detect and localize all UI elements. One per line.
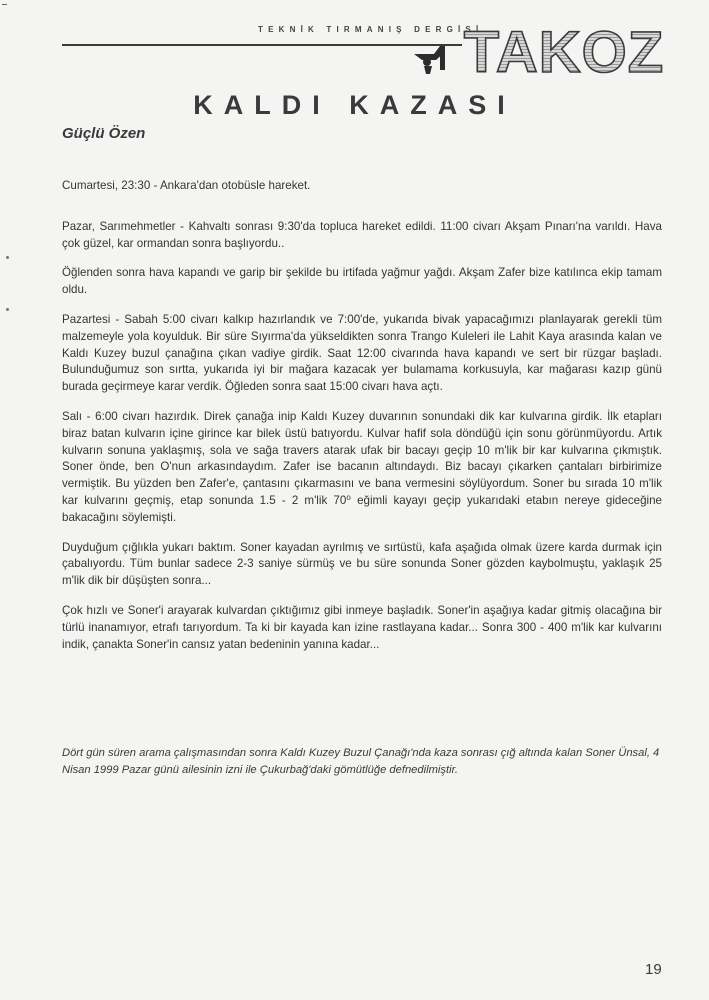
paragraph: Cumartesi, 23:30 - Ankara'dan otobüsle hareket.	[62, 179, 311, 192]
scan-speck	[6, 308, 9, 311]
article-epilogue: Dört gün süren arama çalışmasından sonra Kaldı Kuzey Buzul Çanağı'nda kaza sonrası çığ altında kalan Soner Ünsal, 4 Nisan 1999 Pazar günü ailesinin izni ile Çukurbağ'daki gömütlüğe defnedilmiştir.	[62, 747, 660, 776]
paragraph: Pazar, Sarımehmetler - Kahvaltı sonrası 9:30'da topluca hareket edildi. 11:00 civarı Akşam Pınarı'na varıldı. Hava çok güzel, kar ormandan sonra başlıyordu..	[62, 219, 662, 250]
page-number: 19	[645, 961, 662, 978]
article-body	[62, 178, 662, 653]
article-author: Güçlü Özen	[62, 125, 146, 142]
takoz-logo-graphic	[410, 16, 665, 78]
logo-text: TAKOZ	[463, 20, 665, 78]
article-title: KALDI KAZASI	[193, 90, 516, 120]
header-rule	[62, 44, 462, 46]
paragraph: Salı - 6:00 civarı hazırdık. Direk çanağa inip Kaldı Kuzey duvarının sonundaki dik kar kulvarına girdik. İlk etapları biraz batan kulvarın içine girince kar bilek üstü batıyordu. Kulvar hafif sola döndüğü için sonu görünmüyordu. Artık kulvarın sonuna yaklaşmış, sola ve sağa travers atarak ufak bir bacayı geçip 10 m'lik bir kar kulvarına çıkmıştık. Soner önde, ben O'nun arkasındaydım. Zafer ise bacanın altındaydı. Biz bacayı çıkarken çantaları birbirimize vermiştik. Bu yüzden ben Zafer'e, çantasını çıkarmasını ve bana vermesini söylüyordum. Soner bu sırada 10 m'lik kar kulvarını geçmiş, etap sonunda 1.5 - 2 m'lik 70⁰ eğimli kayayı geçip yukarıdaki etabın nereye gideceğine bakacağını söylemişti.	[62, 409, 662, 524]
climber-icon	[414, 46, 445, 74]
scan-speck	[6, 256, 9, 259]
paragraph: Duyduğum çığlıkla yukarı baktım. Soner kayadan ayrılmış ve sırtüstü, kafa aşağıda olmak üzere karda durmak için çabalıyordu. Tüm bunlar sadece 2-3 saniye sürmüş ve bu süre sonunda Soner gözden kaybolmuştu, yaklaşık 25 m'lik dik bir düşüşten sonra...	[62, 540, 662, 588]
paragraph: Çok hızlı ve Soner'i arayarak kulvardan çıktığımız gibi inmeye başladık. Soner'in aşağıya kadar gitmiş olacağına bir türlü inanamıyor, etrafı tarıyordum. Ta ki bir kayada kan izine rastlayana kadar... Sonra 300 - 400 m'lik kar kulvarını indik, çanakta Soner'in cansız yatan bedeninin yanına kadar...	[62, 603, 662, 651]
magazine-name: TEKNİK TIRMANIŞ DERGİSİ	[258, 25, 484, 34]
scan-corner-mark	[2, 4, 7, 5]
paragraph: Öğlenden sonra hava kapandı ve garip bir şekilde bu irtifada yağmur yağdı. Akşam Zafer bize katılınca ekip tamam oldu.	[62, 266, 662, 297]
takoz-logo	[410, 16, 665, 78]
paragraph: Pazartesi - Sabah 5:00 civarı kalkıp hazırlandık ve 7:00'de, yukarıda bivak yapacağımızı planlayarak gerekli tüm malzemeyle yola koyulduk. Bir süre Sıyırma'da yükseldikten sonra Trango Kuleleri ile Lahit Kaya arasında kalan ve Kaldı Kuzey buzul çanağına çıkan vadiye girdik. Saat 12:00 civarında hava kapandı ve sert bir rüzgar başladı. Bulunduğumuz son sırtta, yukarıda iyi bir mağara kazacak yer bulamama korkusuyla, kar mağarası kazıp günü burada geçirmeye karar verdik. Öğleden sonra saat 15:00 civarı hava açtı.	[62, 312, 662, 394]
